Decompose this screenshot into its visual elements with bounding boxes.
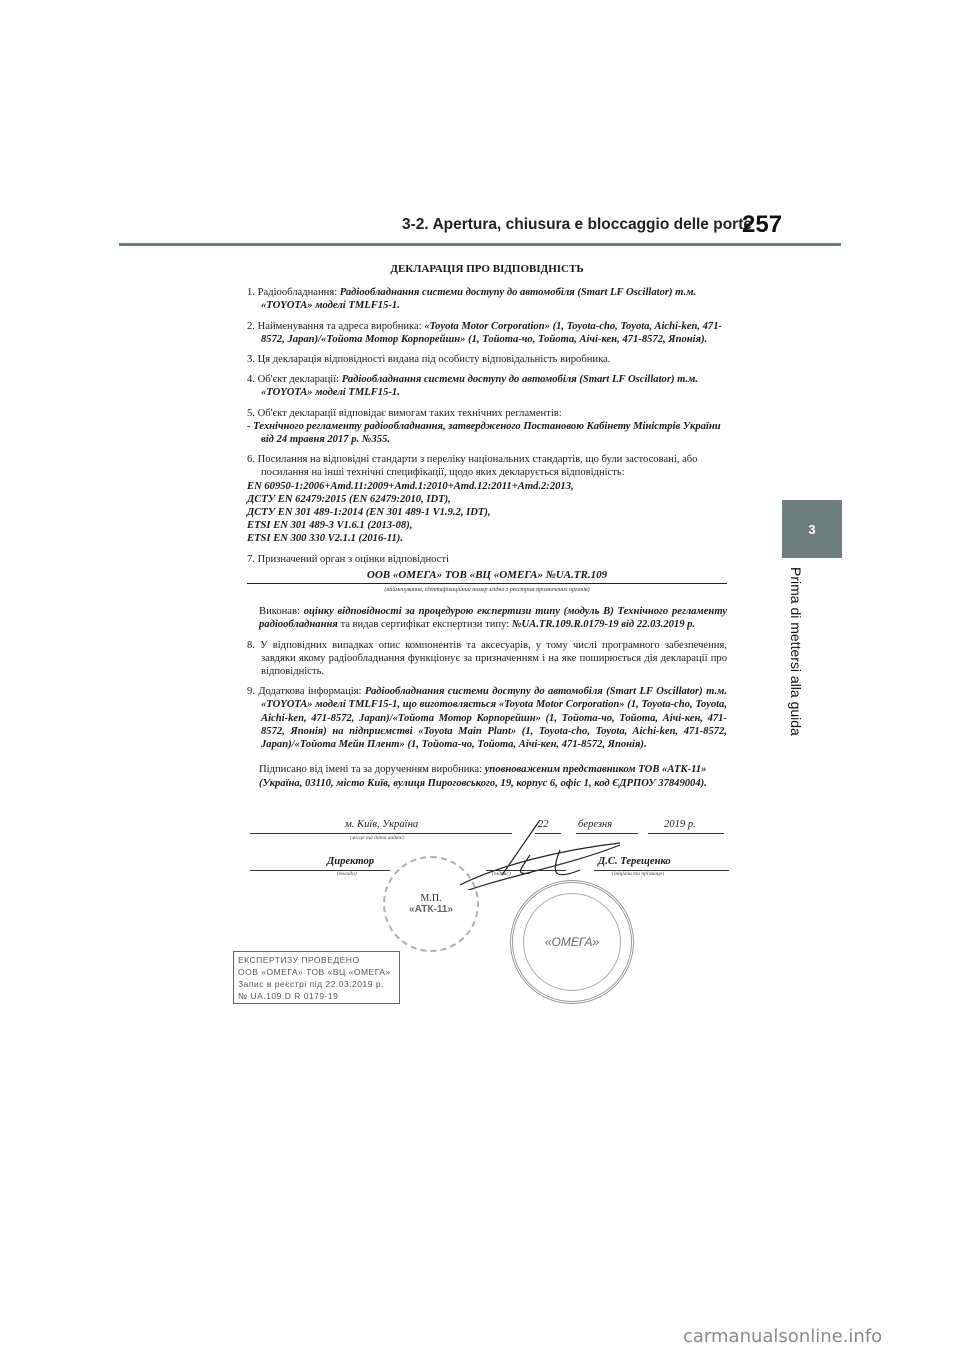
item-label: 1. Радіообладнання: xyxy=(247,287,340,299)
notified-body: ООВ «ОМЕГА» ТОВ «ВЦ «ОМЕГА» №UA.TR.109 xyxy=(366,568,608,581)
signed-on-behalf xyxy=(247,763,727,789)
signed-prefix: Підписано від імені та за дорученням виробника: xyxy=(259,764,485,776)
item-label: 2. Найменування та адреса виробника: xyxy=(247,320,425,332)
company-seal xyxy=(383,856,479,952)
declaration-item-6 xyxy=(247,453,727,545)
place-caption: (місце та дата видачі) xyxy=(350,835,405,841)
item-label: 6. Посилання на відповідні стандарти з переліку національних стандартів, що були застосовані, або посилання на інші технічні специфікації, щодо яких декларується відповідність: xyxy=(247,454,698,479)
item-value: Радіообладнання системи доступу до автомобіля (Smart LF Oscillator) т.м. «TOYOTA» моделі TMLF15-1. xyxy=(261,287,697,312)
performed-procedure: оцінку відповідності за процедурою експертизи типу (модуль B) Технічного регламенту радіообладнання xyxy=(259,606,727,631)
item-label: 9. Додаткова інформація: xyxy=(247,686,365,698)
declaration-item-8 xyxy=(247,639,727,679)
performed-prefix: Виконав: xyxy=(259,606,304,618)
declaration-item-2 xyxy=(247,320,727,346)
declaration-item-1 xyxy=(247,286,727,312)
chapter-number: 3 xyxy=(808,521,816,537)
omega-seal-center: «ОМЕГА» xyxy=(544,935,600,949)
signer-position: Директор xyxy=(327,856,375,867)
standard-ref: EN 60950-1:2006+Amd.11:2009+Amd.1:2010+Amd.12:2011+Amd.2:2013, xyxy=(247,480,574,492)
issue-month: березня xyxy=(578,819,613,830)
certificate-number: №UA.TR.109.R.0179-19 від 22.03.2019 р. xyxy=(511,619,696,631)
signer-caption: (ініціали та прізвище) xyxy=(612,871,665,877)
chapter-tab[interactable] xyxy=(782,500,842,558)
document-title: ДЕКЛАРАЦІЯ ПРО ВІДПОВІДНІСТЬ xyxy=(390,263,584,275)
standard-ref: ДСТУ EN 301 489-1:2014 (EN 301 489-1 V1.9.2, IDT), xyxy=(247,507,491,519)
position-line xyxy=(250,870,390,871)
declaration-item-9 xyxy=(247,685,727,751)
notified-body-caption: (найменування, ідентифікаційний номер згідно з реєстром призначених органів) xyxy=(384,587,590,594)
standard-ref: ДСТУ EN 62479:2015 (EN 62479:2010, IDT), xyxy=(247,493,451,505)
chapter-label: Prima di mettersi alla guida xyxy=(788,567,804,736)
stamp-line: Запис в реєстрі під 22.03.2019 р. xyxy=(238,979,384,989)
declaration-item-3 xyxy=(247,353,727,366)
signature-caption: (підпис) xyxy=(492,871,511,877)
performed-statement xyxy=(247,605,727,631)
item-value: Радіообладнання системи доступу до автомобіля (Smart LF Oscillator) т.м. «TOYOTA» моделі TMLF15-1, що виготовляється «Toyota Motor Corporation» (1, Toyota-cho, Toyota, Aichi-ken, 471-8572, Japan)/«Тойота Мотор Корпорейшн» (1, Тойота-чо, Тойота, Аічі-кен, 471-8572, Японія) на підприємстві «Toyota Main Plant» (1, Toyota-cho, Toyota, Aichi-ken, 471-8572, Japan)/«Тойота Мейн Плент» (1, Тойота-чо, Тойота, Аічі-кен, 471-8572, Японія). xyxy=(261,686,727,751)
header-divider xyxy=(119,243,841,246)
item-label: 4. Об'єкт декларації: xyxy=(247,374,342,386)
item-label: 7. Призначений орган з оцінки відповідності xyxy=(247,553,450,565)
performed-mid: та видав сертифікат експертизи типу: xyxy=(337,619,512,631)
item-value: «Toyota Motor Corporation» (1, Toyota-cho, Toyota, Aichi-ken, 471-8572, Japan)/«Тойота Мотор Корпорейшн» (1, Тойота-чо, Тойота, Аічі-кен, 471-8572, Японія). xyxy=(261,320,723,345)
place-of-issue: м. Київ, Україна xyxy=(345,819,419,830)
declaration-document xyxy=(247,263,727,797)
item-label: 3. Ця декларація відповідності видана під особисту відповідальність виробника. xyxy=(247,354,611,366)
item-label: 8. У відповідних випадках опис компонентів та аксесуарів, у тому числі програмного забезпечення, завдяки якому радіообладнання функціонує за призначенням і на яке поширюється дія декларації про відповідність. xyxy=(247,639,727,678)
declaration-item-7 xyxy=(247,553,727,632)
stamp-line: ООВ «ОМЕГА» ТОВ «ВЦ «ОМЕГА» xyxy=(238,967,391,977)
authorized-representative: уповноваженим представником ТОВ «АТК-11» (Україна, 03110, місто Київ, вулиця Пироговського, 19, корпус 6, офіс 1, код ЄДРПОУ 37849004). xyxy=(259,764,707,789)
section-title: 3-2. Apertura, chiusura e bloccaggio delle porte xyxy=(402,216,752,233)
issue-day: 22 xyxy=(538,819,549,830)
declaration-item-5 xyxy=(247,407,727,447)
declaration-item-4 xyxy=(247,373,727,399)
omega-seal xyxy=(510,880,634,1004)
watermark: carmanualsonline.info xyxy=(683,1326,883,1347)
stamp-line: № UA.109.D R 0179-19 xyxy=(238,991,339,1001)
standard-ref: ETSI EN 301 489-3 V1.6.1 (2013-08), xyxy=(247,520,413,532)
omega-seal-inner-ring xyxy=(523,893,621,991)
page-number: 257 xyxy=(742,211,783,238)
seal-company: «АТК-11» xyxy=(409,904,453,915)
year-line xyxy=(648,833,724,834)
seal-mark: М.П. xyxy=(420,893,442,904)
item-value: - Технічного регламенту радіообладнання, затвердженого Постановою Кабінету Міністрів України від 24 травня 2017 р. №355. xyxy=(247,420,721,446)
item-label: 5. Об'єкт декларації відповідає вимогам таких технічних регламентів: xyxy=(247,407,562,419)
position-caption: (посада) xyxy=(337,871,357,877)
issue-year: 2019 р. xyxy=(664,819,696,830)
signer-name: Д.С. Терещенко xyxy=(598,856,671,867)
stamp-line: ЕКСПЕРТИЗУ ПРОВЕДЕНО xyxy=(238,955,360,965)
expertise-stamp xyxy=(233,951,400,1004)
standard-ref: ETSI EN 300 330 V2.1.1 (2016-11). xyxy=(247,533,403,545)
item-value: Радіообладнання системи доступу до автомобіля (Smart LF Oscillator) т.м. «TOYOTA» моделі TMLF15-1. xyxy=(261,374,699,399)
